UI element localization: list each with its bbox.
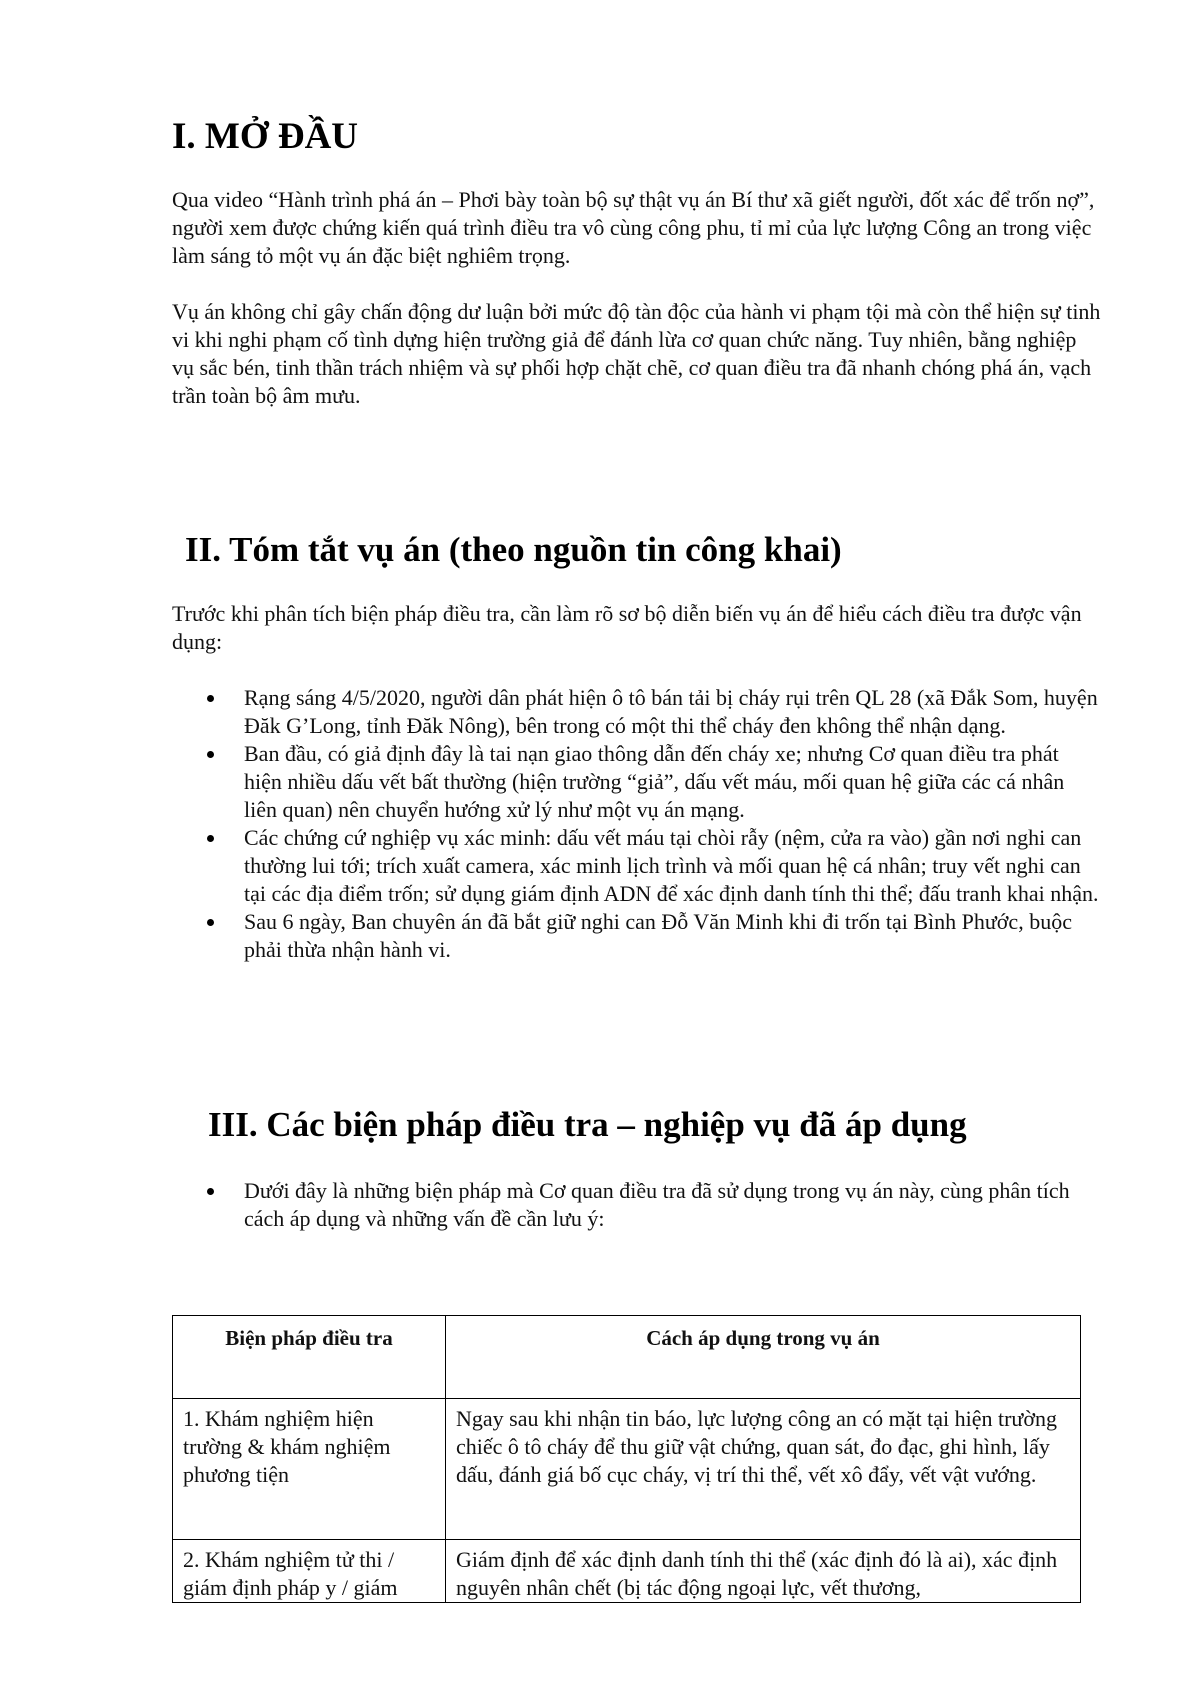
column-header-measure: Biện pháp điều tra (173, 1316, 446, 1399)
list-item-text: Rạng sáng 4/5/2020, người dân phát hiện ô tô bán tải bị cháy rụi trên QL 28 (xã Đắk Som, huyện Đăk G’Long, tỉnh Đăk Nông), bên trong có một thi thể cháy đen không thể nhận dạng. (244, 685, 1098, 738)
list-item-text: Ban đầu, có giả định đây là tai nạn giao thông dẫn đến cháy xe; nhưng Cơ quan điều tra phát hiện nhiều dấu vết bất thường (hiện trường “giả”, dấu vết máu, mối quan hệ giữa các cá nhân liên quan) nên chuyển hướng xử lý như một vụ án mạng. (244, 741, 1065, 822)
table-cell-text: 2. Khám nghiệm tử thi / giám định pháp y / giám (183, 1547, 398, 1600)
table-cell-text: Giám định để xác định danh tính thi thể (xác định đó là ai), xác định nguyên nhân chết (bị tác động ngoại lực, vết thương, (456, 1547, 1058, 1600)
bullet-icon (207, 1188, 214, 1195)
list-item-text: Sau 6 ngày, Ban chuyên án đã bắt giữ nghi can Đỗ Văn Minh khi đi trốn tại Bình Phước, buộc phải thừa nhận hành vi. (244, 909, 1072, 962)
list-item (172, 908, 1102, 964)
list-item-text: Dưới đây là những biện pháp mà Cơ quan điều tra đã sử dụng trong vụ án này, cùng phân tích cách áp dụng và những vấn đề cần lưu ý: (244, 1178, 1070, 1231)
summary-bullet-list (172, 684, 1102, 964)
summary-intro-paragraph: Trước khi phân tích biện pháp điều tra, cần làm rõ sơ bộ diễn biến vụ án để hiểu cách điều tra được vận dụng: (172, 601, 1082, 654)
list-item (172, 1177, 1102, 1233)
list-item-text: Các chứng cứ nghiệp vụ xác minh: dấu vết máu tại chòi rẫy (nệm, cửa ra vào) gần nơi nghi can thường lui tới; trích xuất camera, xác minh lịch trình và mối quan hệ cá nhân; truy vết nghi can tại các địa điểm trốn; sử dụng giám định ADN để xác định danh tính thi thể; đấu tranh khai nhận. (244, 825, 1099, 906)
measures-bullet-list (172, 1177, 1102, 1233)
section-heading-summary: II. Tóm tắt vụ án (theo nguồn tin công khai) (185, 530, 842, 569)
table-cell-measure: 1. Khám nghiệm hiện trường & khám nghiệm phương tiện (173, 1399, 446, 1540)
table-row (173, 1540, 1081, 1603)
bullet-icon (207, 835, 214, 842)
bullet-icon (207, 919, 214, 926)
table-row (173, 1399, 1081, 1540)
bullet-icon (207, 751, 214, 758)
intro-paragraph-2: Vụ án không chỉ gây chấn động dư luận bởi mức độ tàn độc của hành vi phạm tội mà còn thể hiện sự tinh vi khi nghi phạm cố tình dựng hiện trường giả để đánh lừa cơ quan chức năng. Tuy nhiên, bằng nghiệp vụ sắc bén, tinh thần trách nhiệm và sự phối hợp chặt chẽ, cơ quan điều tra đã nhanh chóng phá án, vạch trần toàn bộ âm mưu. (172, 299, 1101, 408)
bullet-icon (207, 695, 214, 702)
list-item (172, 684, 1102, 740)
column-header-application: Cách áp dụng trong vụ án (446, 1316, 1081, 1399)
list-item (172, 740, 1102, 824)
section-heading-measures: III. Các biện pháp điều tra – nghiệp vụ đã áp dụng (208, 1105, 967, 1144)
table-header-row (173, 1316, 1081, 1399)
table-cell-measure (173, 1540, 446, 1603)
table-cell-application: Ngay sau khi nhận tin báo, lực lượng công an có mặt tại hiện trường chiếc ô tô cháy để thu giữ vật chứng, quan sát, đo đạc, ghi hình, lấy dấu, đánh giá bố cục cháy, vị trí thi thể, vết xô đẩy, vết vật vướng. (446, 1399, 1081, 1540)
table-cell-application (446, 1540, 1081, 1603)
intro-paragraph-1: Qua video “Hành trình phá án – Phơi bày toàn bộ sự thật vụ án Bí thư xã giết người, đốt xác để trốn nợ”, người xem được chứng kiến quá trình điều tra vô cùng công phu, tỉ mỉ của lực lượng Công an trong việc làm sáng tỏ một vụ án đặc biệt nghiêm trọng. (172, 187, 1095, 268)
section-heading-intro: I. MỞ ĐẦU (172, 116, 359, 157)
investigation-measures-table (172, 1315, 1081, 1603)
list-item (172, 824, 1102, 908)
